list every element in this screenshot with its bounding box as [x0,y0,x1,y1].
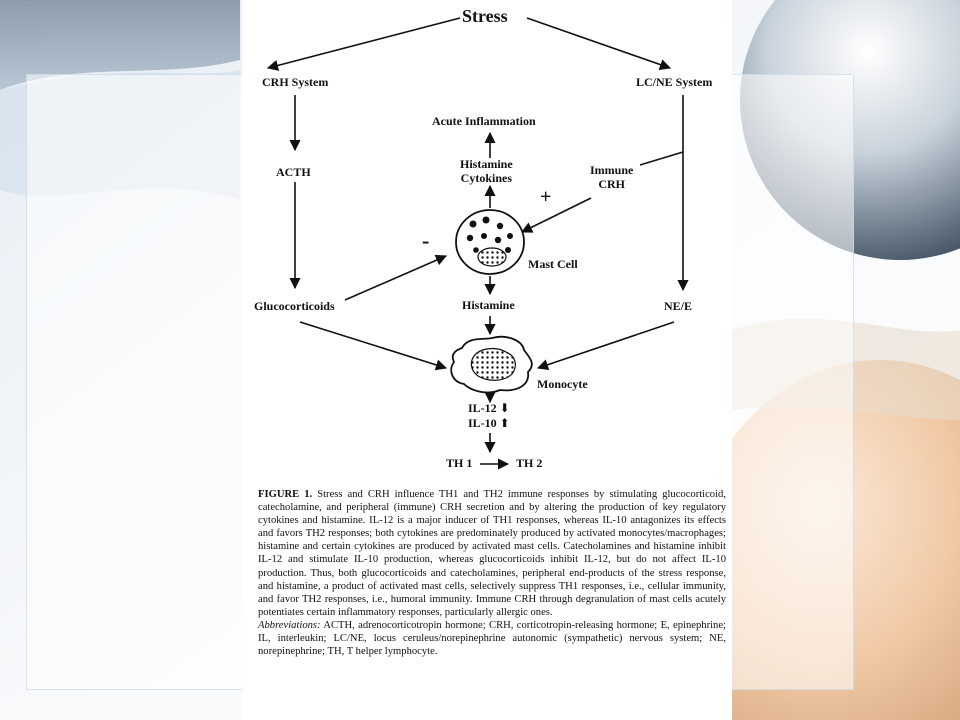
caption-abbreviations [258,619,726,658]
arrow-stress-crh [268,18,460,68]
figure-caption [258,488,726,658]
node-th2: TH 2 [516,456,543,470]
caption-body [258,488,726,619]
line-lcne-immune [640,152,683,165]
node-acth: ACTH [276,165,311,179]
node-immune-crh: Immune CRH [590,163,634,191]
node-th1: TH 1 [446,456,473,470]
il10-label: IL-10 [468,416,497,430]
sign-plus: + [540,186,552,208]
up-arrow-icon: ⬆ [499,416,510,430]
caption-text: Stress and CRH influence TH1 and TH2 immune responses by stimulating glucocorticoid, catecholamine, and peripheral (immune) CRH secretion and by altering the production of key regulatory cytokines and histamine. IL-12 is a major inducer of TH1 responses, whereas IL-10 antagonizes its effects and favors TH2 responses; both cytokines are predominately produced by activated monocytes/macrophages; histamine and certain cytokines are produced by activated mast cells. Catecholamines and histamine inhibit IL-12 and stimulate IL-10 production, whereas glucocorticoids inhibit IL-12, but do not affect IL-10 production. Thus, both glucocorticoids and catecholamines, peripheral end-products of the stress response, and histamine, a product of activated mast cells, selectively suppress TH1 responses, i.e., cellular immunity, and favor TH2 responses, i.e., humoral immunity. Immune CRH through degranulation of mast cells acutely potentiates certain inflammatory responses, particularly allergic ones. [258,489,726,618]
node-lcne-system: LC/NE System [636,75,713,89]
node-monocyte: Monocyte [537,377,588,391]
node-histamine: Histamine [462,298,515,312]
abbreviations-text: ACTH, adrenocorticotropin hormone; CRH, corticotropin-releasing hormone; E, epinephrine; IL, interleukin; LC/NE, locus ceruleus/norepinephrine autonomic (sympathetic) nervous system; NE, norepinephrine; TH, T helper lymphocyte. [258,619,726,658]
abbreviations-label: Abbreviations: [258,619,321,631]
arrow-gluco-mast [345,256,446,300]
node-stress: Stress [462,6,508,26]
node-mast-cell: Mast Cell [528,257,578,271]
node-ne-e: NE/E [664,299,693,313]
node-glucocorticoids: Glucocorticoids [254,299,335,313]
il12-label: IL-12 [468,401,497,415]
arrow-nee-monocyte [538,322,674,368]
node-acute-inflammation: Acute Inflammation [432,114,536,128]
monocyte-shape [451,337,532,393]
node-il10 [468,417,510,431]
down-arrow-icon: ⬇ [499,401,510,415]
arrow-gluco-monocyte [300,322,446,368]
mast-cell-shape [456,210,524,274]
figure-label: FIGURE 1. [258,489,313,500]
node-il12 [468,402,510,416]
arrow-immune-mast [522,198,591,232]
node-histamine-cytokines: Histamine Cytokines [460,157,513,185]
sign-minus: - [422,228,430,253]
node-crh-system: CRH System [262,75,329,89]
arrow-stress-lcne [527,18,670,68]
